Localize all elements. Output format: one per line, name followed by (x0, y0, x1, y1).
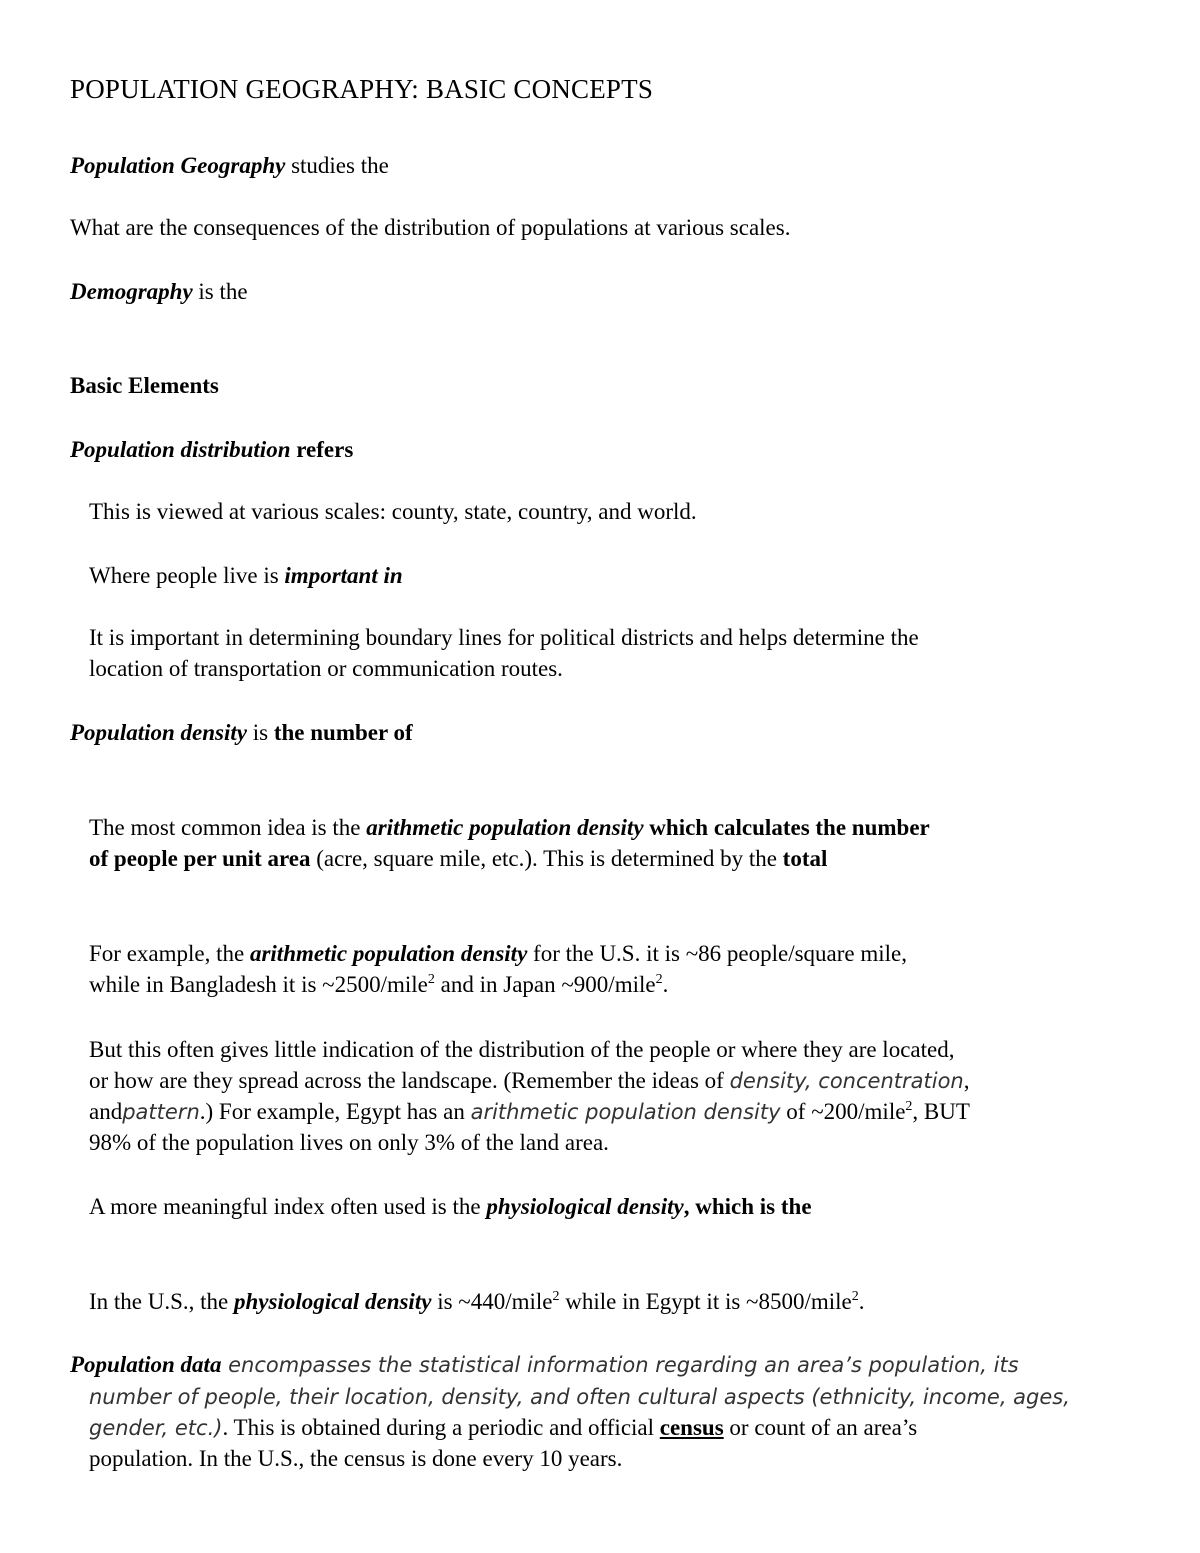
population-data-line-3 (89, 1412, 917, 1444)
text-segment: , which is the (683, 1194, 812, 1219)
consequences-text: What are the consequences of the distribution of populations at various scales. (70, 215, 791, 240)
population-data-line-1 (70, 1349, 1019, 1381)
but-line-1: But this often gives little indication of the distribution of the people or where they are located, (89, 1037, 955, 1062)
text-segment: . This is obtained during a periodic and official (222, 1415, 660, 1440)
text-segment: encompasses the statistical information regarding an area’s population, its (221, 1353, 1019, 1377)
physiological-density-us-egypt (89, 1286, 865, 1317)
term-population-data: Population data (70, 1352, 222, 1377)
text-segment: for the U.S. it is ~86 people/square mile, (527, 941, 908, 966)
where-text: Where people live is (89, 563, 285, 588)
but-line-3 (89, 1096, 970, 1128)
text-segment: , (963, 1068, 970, 1093)
population-data-line-4: population. In the U.S., the census is done every 10 years. (89, 1446, 623, 1471)
text-segment: The most common idea is the (89, 815, 367, 840)
text-segment: which calculates the number (643, 815, 930, 840)
definition-text: is the (192, 279, 248, 304)
text-segment: of people per unit area (89, 846, 311, 871)
superscript: 2 (905, 1099, 913, 1114)
arithmetic-density-line-2 (89, 843, 827, 874)
page-title: POPULATION GEOGRAPHY: BASIC CONCEPTS (70, 74, 654, 104)
population-geography-definition (70, 150, 389, 181)
text-segment: number of people, their location, density, and often cultural aspects (ethnicity, income, ages, (89, 1385, 1070, 1409)
text-segment: or count of an area’s (723, 1415, 918, 1440)
section-heading-basic-elements: Basic Elements (70, 373, 219, 398)
example-line-2 (89, 969, 668, 1000)
text-segment: or how are they spread across the landscape. (Remember the ideas of (89, 1068, 730, 1093)
text-segment: is ~440/mile (431, 1289, 553, 1314)
text-segment: For example, the (89, 941, 250, 966)
physiological-density-intro (89, 1191, 812, 1222)
text-segment: . (858, 1289, 865, 1314)
text-segment: total (782, 846, 828, 871)
population-data-line-2 (89, 1381, 1070, 1413)
term-population-distribution: Population distribution (70, 437, 291, 462)
where-people-live-text (89, 560, 403, 591)
arithmetic-density-line-1 (89, 812, 930, 843)
term-census: census (659, 1415, 724, 1440)
term-demography: Demography (70, 279, 193, 304)
term-arithmetic-population-density: arithmetic population density (249, 941, 528, 966)
emphasis-important-in: important in (284, 563, 403, 588)
scales-text: This is viewed at various scales: county, state, country, and world. (89, 499, 697, 524)
text-segment: , BUT (912, 1099, 970, 1124)
population-density-definition (70, 717, 413, 748)
text-segment: In the U.S., the (89, 1289, 235, 1314)
term-arithmetic-population-density: arithmetic population density (366, 815, 644, 840)
text-segment: while in Bangladesh it is ~2500/mile (89, 972, 428, 997)
text-segment: and (89, 1099, 123, 1124)
term-population-geography: Population Geography (70, 153, 286, 178)
term-physiological-density: physiological density (234, 1289, 432, 1314)
text-segment: of ~200/mile (780, 1099, 906, 1124)
text-segment: while in Egypt it is ~8500/mile (559, 1289, 852, 1314)
density-is: is (247, 720, 274, 745)
superscript: 2 (851, 1289, 859, 1304)
emphasis-pattern: pattern (122, 1100, 200, 1124)
but-line-4: 98% of the population lives on only 3% of the land area. (89, 1130, 609, 1155)
text-segment: .) For example, Egypt has an (199, 1099, 471, 1124)
superscript: 2 (552, 1289, 560, 1304)
boundary-text-line-1: It is important in determining boundary lines for political districts and helps determine the (89, 625, 919, 650)
definition-text: studies the (285, 153, 389, 178)
population-distribution-definition (70, 434, 353, 465)
term-population-density: Population density (70, 720, 247, 745)
definition-text: refers (290, 437, 354, 462)
superscript: 2 (655, 972, 663, 987)
boundary-text-line-2: location of transportation or communication routes. (89, 656, 563, 681)
superscript: 2 (427, 972, 435, 987)
term-physiological-density: physiological density (486, 1194, 684, 1219)
density-rest: the number of (273, 720, 413, 745)
emphasis-arithmetic-population-density: arithmetic population density (470, 1100, 781, 1124)
text-segment: A more meaningful index often used is the (89, 1194, 487, 1219)
example-line-1 (89, 938, 907, 969)
demography-definition (70, 276, 248, 307)
text-segment: and in Japan ~900/mile (434, 972, 656, 997)
text-segment: gender, etc.) (89, 1416, 223, 1440)
text-segment: . (662, 972, 669, 997)
but-line-2 (89, 1065, 969, 1097)
text-segment: (acre, square mile, etc.). This is determined by the (310, 846, 783, 871)
emphasis-density-concentration: density, concentration (729, 1069, 964, 1093)
